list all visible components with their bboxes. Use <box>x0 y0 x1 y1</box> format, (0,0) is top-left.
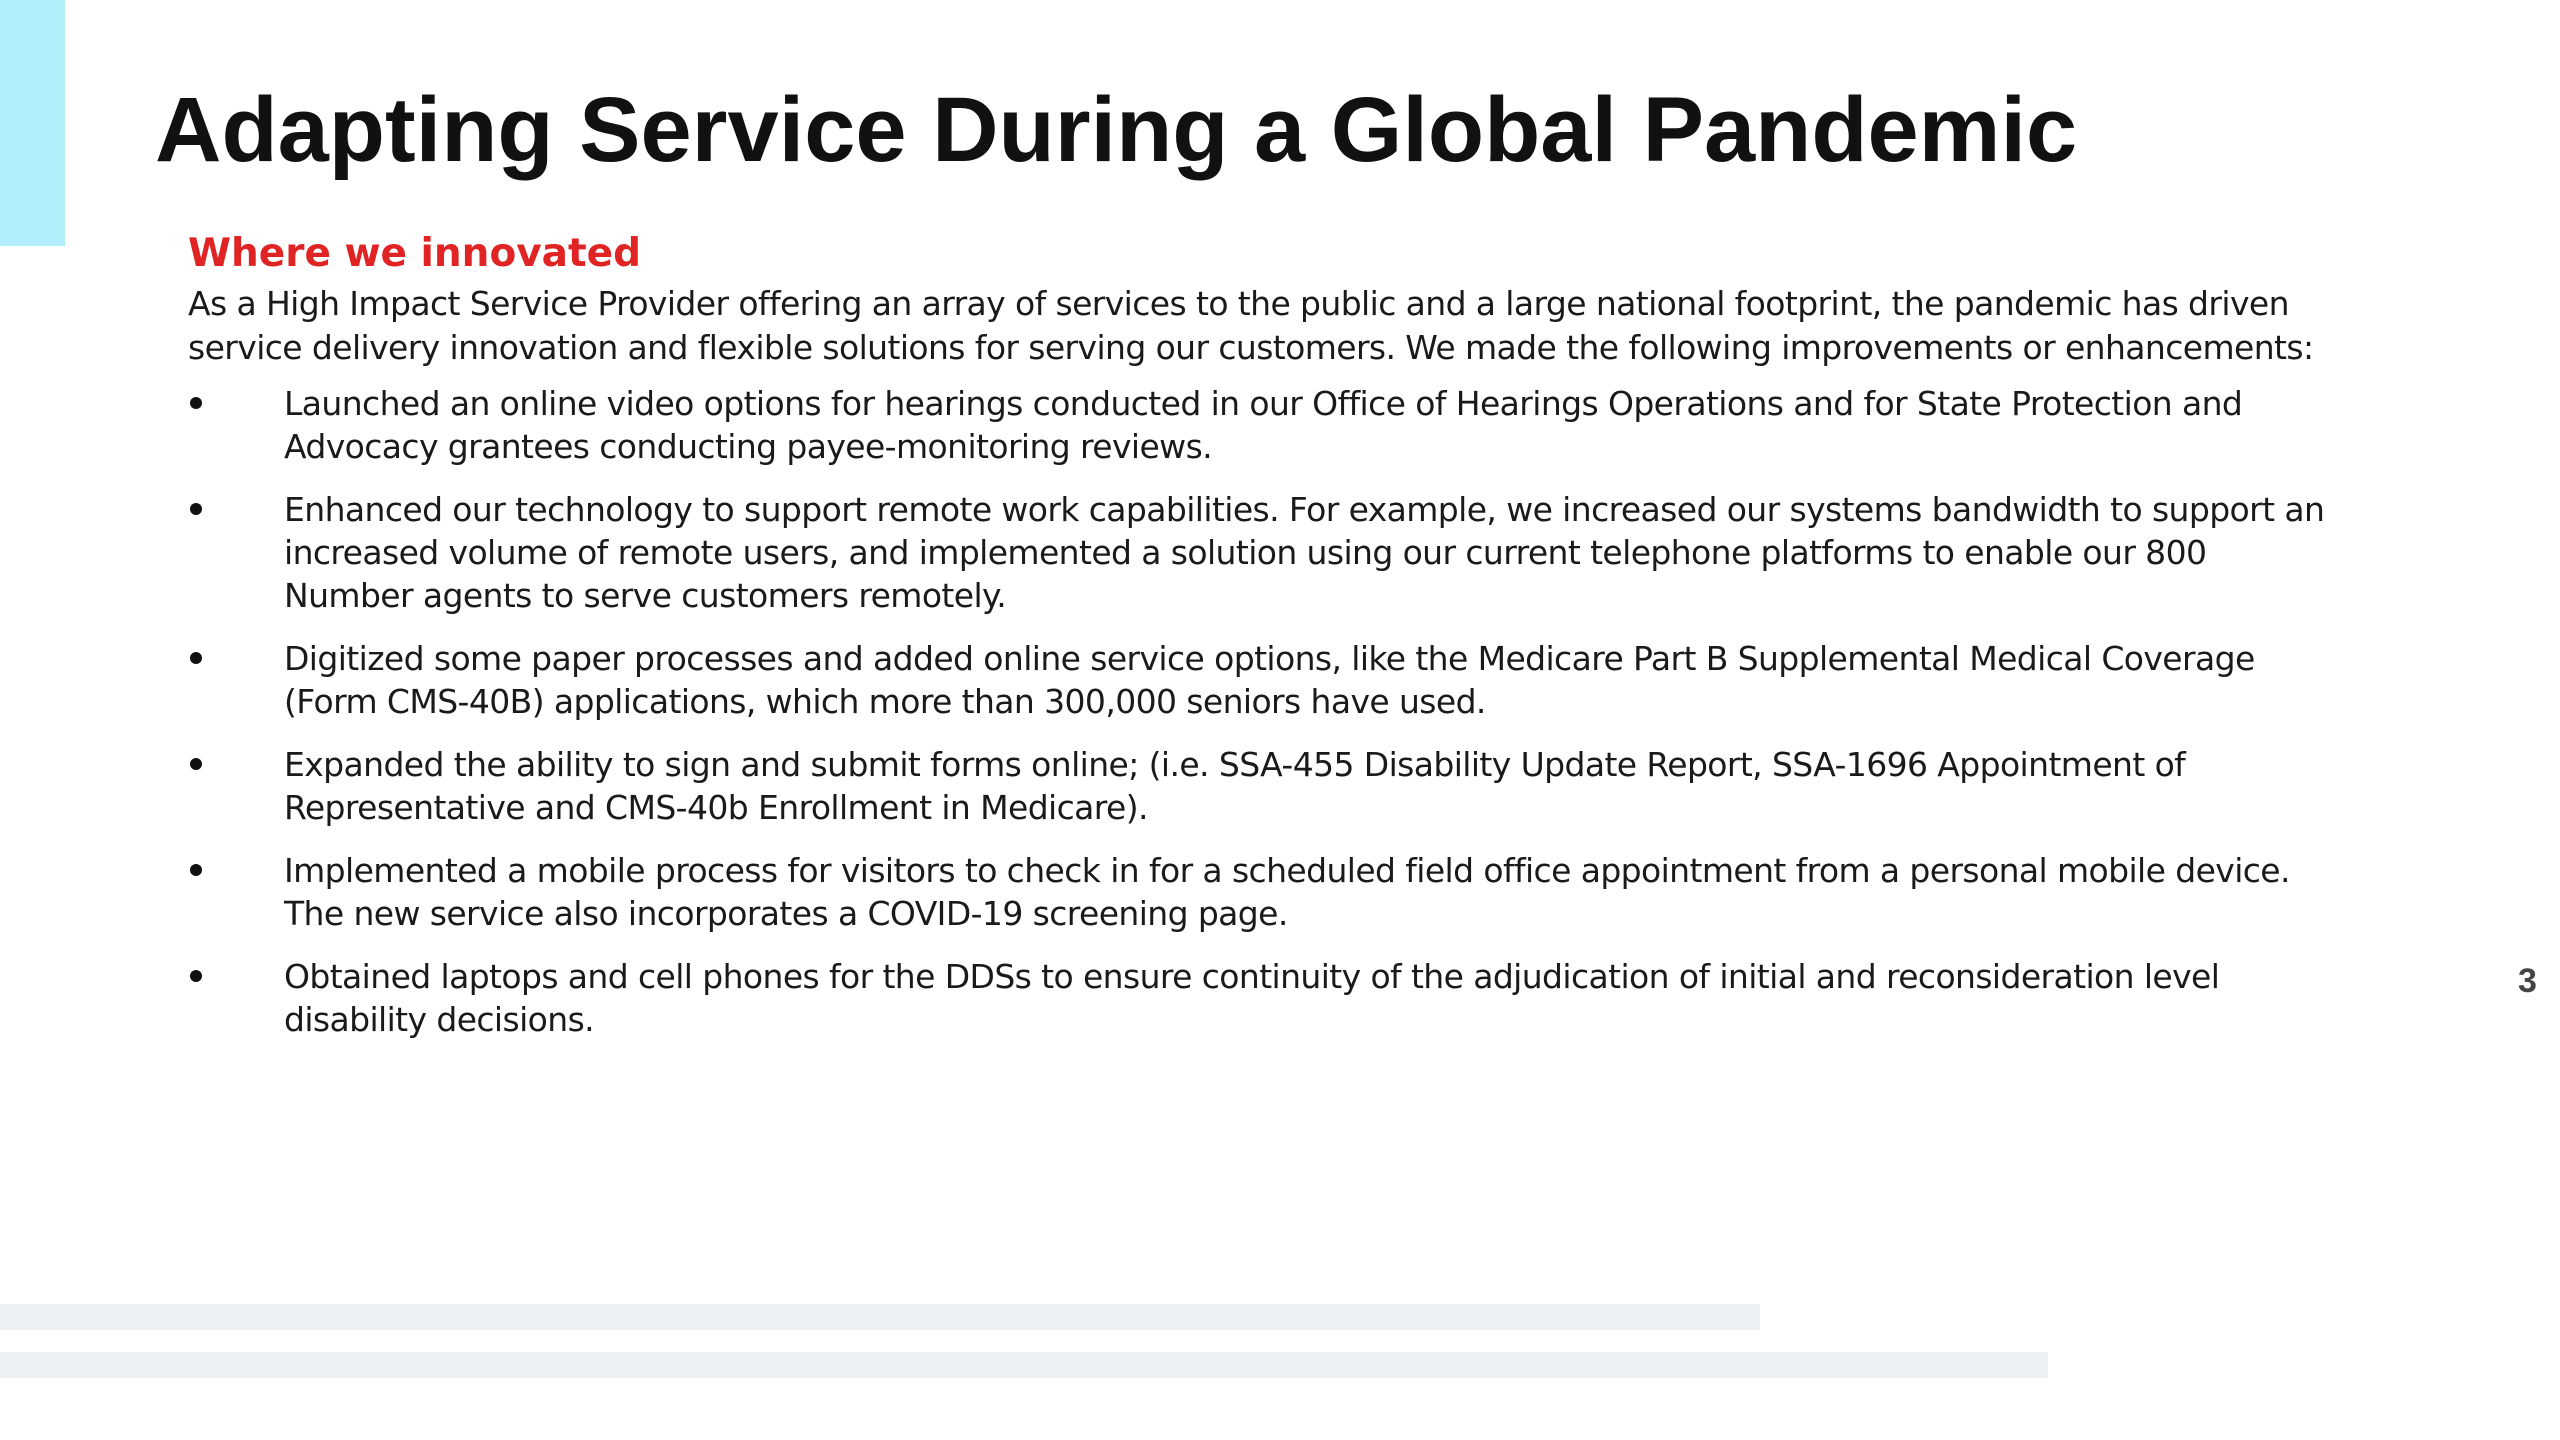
bullet-icon <box>190 758 202 770</box>
bullet-icon <box>190 864 202 876</box>
page-number: 3 <box>2518 962 2537 1000</box>
bullet-text: Obtained laptops and cell phones for the DDSs to ensure continuity of the adjudication of initial and reconsideration level disability decisions. <box>284 957 2220 1039</box>
bullet-text: Enhanced our technology to support remote work capabilities. For example, we increased our systems bandwidth to support an increased volume of remote users, and implemented a solution using our current telephone platforms to enable our 800 Number agents to serve customers remotely. <box>284 490 2325 615</box>
bullet-icon <box>190 397 202 409</box>
bullet-item <box>188 743 2338 829</box>
section-subheading: Where we innovated <box>188 231 641 276</box>
slide-title: Adapting Service During a Global Pandemic <box>155 79 2078 181</box>
bullet-item <box>188 488 2338 617</box>
bullet-item <box>188 849 2338 935</box>
bullet-icon <box>190 970 202 982</box>
bullet-icon <box>190 503 202 515</box>
footer-stripe <box>0 1304 1760 1330</box>
bullet-text: Expanded the ability to sign and submit forms online; (i.e. SSA-455 Disability Update Report, SSA-1696 Appointment of Representative and CMS-40b Enrollment in Medicare). <box>284 745 2186 827</box>
bullet-text: Implemented a mobile process for visitors to check in for a scheduled field office appointment from a personal mobile device. The new service also incorporates a COVID-19 screening page. <box>284 851 2290 933</box>
bullet-icon <box>190 652 202 664</box>
bullet-text: Digitized some paper processes and added online service options, like the Medicare Part B Supplemental Medical Coverage (Form CMS-40B) applications, which more than 300,000 seniors have used. <box>284 639 2255 721</box>
bullet-list <box>188 382 2338 1041</box>
bullet-item <box>188 637 2338 723</box>
bullet-item <box>188 382 2338 468</box>
bullet-text: Launched an online video options for hearings conducted in our Office of Hearings Operations and for State Protection and Advocacy grantees conducting payee-monitoring reviews. <box>284 384 2243 466</box>
footer-stripe <box>0 1352 2048 1378</box>
bullet-item <box>188 955 2338 1041</box>
slide-content <box>188 228 2338 1061</box>
accent-bar <box>0 0 65 246</box>
intro-paragraph: As a High Impact Service Provider offering an array of services to the public and a large national footprint, the pandemic has driven service delivery innovation and flexible solutions for serving our customers. We made the following improvements or enhancements: <box>188 284 2314 367</box>
